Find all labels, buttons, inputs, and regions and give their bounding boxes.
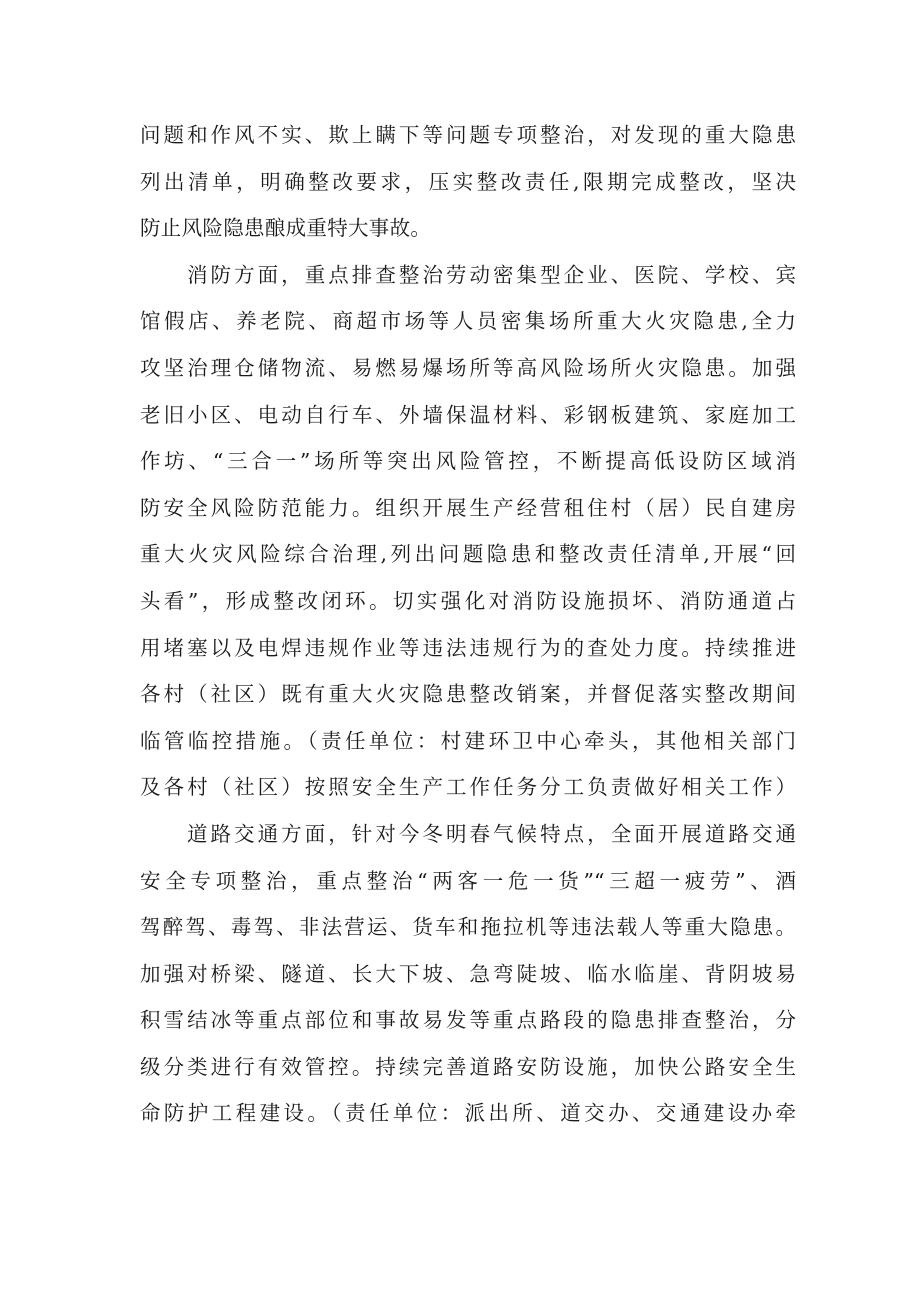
text-line: 积雪结冰等重点部位和事故易发等重点路段的隐患排查整治，分 xyxy=(140,1008,796,1033)
document-body xyxy=(140,112,796,1137)
text-line: 消防方面，重点排查整治劳动密集型企业、医院、学校、宾 xyxy=(187,262,796,287)
paragraph xyxy=(140,112,796,252)
paragraph xyxy=(140,811,796,1137)
text-line: 防止风险隐患酿成重特大事故。 xyxy=(140,216,432,241)
text-line: 馆假店、养老院、商超市场等人员密集场所重大火灾隐患,全力 xyxy=(140,309,796,334)
text-line: 安全专项整治，重点整治“两客一危一货”“三超一疲劳”、酒 xyxy=(140,868,796,893)
text-line: 老旧小区、电动自行车、外墙保温材料、彩钢板建筑、家庭加工 xyxy=(140,402,796,427)
text-line: 作坊、“三合一”场所等突出风险管控，不断提高低设防区域消 xyxy=(140,449,796,474)
text-line: 问题和作风不实、欺上瞒下等问题专项整治，对发现的重大隐患 xyxy=(140,123,796,147)
text-line: 各村（社区）既有重大火灾隐患整改销案，并督促落实整改期间 xyxy=(140,682,796,707)
text-line: 头看”，形成整改闭环。切实强化对消防设施损坏、消防通道占 xyxy=(140,588,796,613)
text-line: 命防护工程建设。（责任单位：派出所、道交办、交通建设办牵 xyxy=(140,1101,796,1126)
text-line: 道路交通方面，针对今冬明春气候特点，全面开展道路交通 xyxy=(187,821,796,846)
text-line: 临管临控措施。（责任单位：村建环卫中心牵头，其他相关部门 xyxy=(140,728,796,753)
text-line: 驾醉驾、毒驾、非法营运、货车和拖拉机等违法载人等重大隐患。 xyxy=(140,915,796,940)
text-line: 级分类进行有效管控。持续完善道路安防设施，加快公路安全生 xyxy=(140,1054,796,1079)
text-line: 防安全风险防范能力。组织开展生产经营租住村（居）民自建房 xyxy=(140,495,796,520)
text-line: 攻坚治理仓储物流、易燃易爆场所等高风险场所火灾隐患。加强 xyxy=(140,355,796,380)
text-line: 重大火灾风险综合治理,列出问题隐患和整改责任清单,开展“回 xyxy=(140,542,796,567)
text-line: 列出清单，明确整改要求，压实整改责任,限期完成整改，坚决 xyxy=(140,169,796,194)
text-line: 加强对桥梁、隧道、长大下坡、急弯陡坡、临水临崖、背阴坡易 xyxy=(140,961,796,986)
text-line: 用堵塞以及电焊违规作业等违法违规行为的查处力度。持续推进 xyxy=(140,635,796,660)
paragraph xyxy=(140,252,796,811)
text-line: 及各村（社区）按照安全生产工作任务分工负责做好相关工作） xyxy=(140,775,796,800)
